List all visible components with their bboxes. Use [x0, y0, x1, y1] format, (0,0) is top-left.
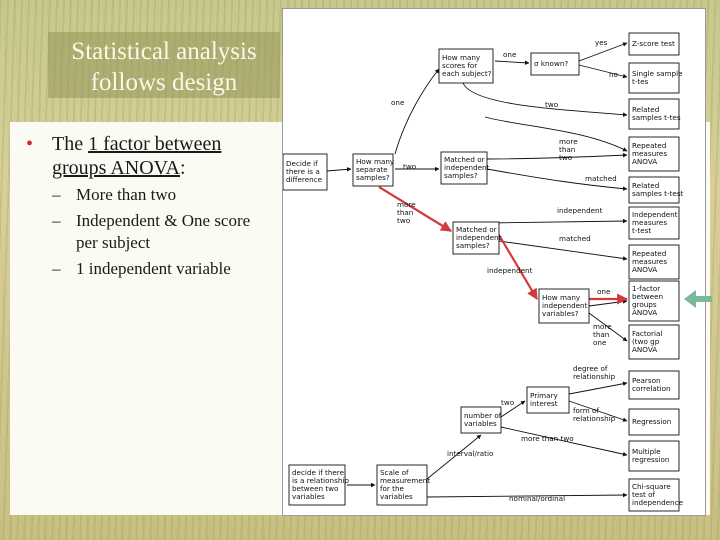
node-text: How many [542, 293, 581, 302]
node-scale-of-measurement [377, 465, 430, 505]
node-related-t-2 [629, 177, 684, 203]
edge-label-more-than-two-a: two [559, 153, 573, 162]
sub-bullet-list [26, 184, 276, 280]
node-text: between [632, 292, 664, 301]
edge-label-two-c: two [501, 398, 515, 407]
dash-icon: – [52, 185, 61, 204]
bullet-underlined: 1 factor between groups ANOVA [52, 133, 222, 179]
edge-label-one-a: one [503, 50, 517, 59]
flow-arrow [463, 83, 627, 115]
node-text: samples? [444, 171, 478, 180]
node-text: test of [632, 490, 656, 499]
flow-arrow [485, 117, 627, 151]
edge-label-more-than-two-c: more than two [521, 434, 574, 443]
node-text: How many [442, 53, 481, 62]
node-text: Repeated [632, 249, 667, 258]
bullet-prefix: The [52, 133, 89, 155]
dash-icon: – [52, 259, 61, 278]
pointer-arrow-icon [684, 290, 714, 308]
edge-label-form: relationship [573, 414, 616, 423]
node-indep-t [629, 207, 679, 239]
node-text: Related [632, 181, 660, 190]
node-one-factor-anova [629, 281, 679, 321]
node-text: samples? [456, 241, 490, 250]
edge-label-degree: relationship [573, 372, 616, 381]
bullet-suffix: : [179, 157, 186, 179]
edge-label-one-b: one [391, 98, 405, 107]
node-text: Matched or [456, 225, 497, 234]
node-text: σ known? [534, 59, 569, 68]
node-chi-square [629, 479, 684, 511]
node-text: there is a [286, 167, 320, 176]
edge-label-more-than-one: one [593, 338, 607, 347]
edge-label-more-than-two-b: than [397, 208, 414, 217]
node-text: samples t-test [632, 189, 684, 198]
node-text: independent [456, 233, 502, 242]
node-single-sample-t [629, 63, 683, 93]
node-how-many-scores [439, 49, 493, 83]
node-text: Related [632, 105, 660, 114]
edge-label-form: form of [573, 406, 599, 415]
node-text: ANOVA [632, 265, 658, 274]
edge-label-matched-b: matched [559, 234, 591, 243]
sub-bullet-text: Independent & One score per subject [76, 211, 251, 252]
node-how-many-ivs [539, 289, 589, 323]
node-matched-or-indep [453, 222, 502, 254]
node-text: number of [464, 411, 502, 420]
flow-arrow [579, 65, 627, 77]
node-text: Repeated [632, 141, 667, 150]
node-text: ANOVA [632, 345, 658, 354]
bullet-list [26, 132, 276, 280]
flow-arrow [395, 69, 439, 154]
edge-label-more-than-one: more [593, 322, 612, 331]
flow-arrow [487, 155, 627, 159]
node-text: variables [292, 492, 325, 501]
node-related-t-1 [629, 99, 681, 129]
node-text: measures [632, 149, 668, 158]
node-decide-relationship [289, 465, 349, 505]
flow-arrow [499, 241, 627, 259]
node-text: Independent [632, 210, 678, 219]
node-decide-difference [283, 154, 327, 190]
node-text: samples t-tes [632, 113, 681, 122]
edge-label-independent-b: independent [487, 266, 533, 275]
edge-label-no: no [609, 70, 618, 79]
node-text: ANOVA [632, 157, 658, 166]
flow-arrow [487, 221, 627, 223]
slide-title: Statistical analysis follows design [71, 38, 257, 96]
edge-label-more-than-one: than [593, 330, 610, 339]
edge-label-more-than-two-a: than [559, 145, 576, 154]
decision-tree-diagram [282, 8, 706, 516]
highlight-path-arrow [379, 187, 451, 231]
node-text: t-test [632, 226, 652, 235]
node-text: measurement [380, 476, 431, 485]
node-how-many-samples [353, 154, 395, 186]
sub-bullet-text: More than two [76, 185, 177, 204]
node-text: variables [380, 492, 413, 501]
node-text: Matched or [444, 155, 485, 164]
node-primary-interest [527, 387, 569, 413]
bullet-dot-icon: • [26, 133, 34, 155]
node-text: difference [286, 175, 323, 184]
node-number-of-variables [461, 407, 502, 433]
node-text: Decide if [286, 159, 318, 168]
decision-tree-svg [283, 9, 705, 515]
dash-icon: – [52, 211, 61, 230]
node-text: decide if there [292, 468, 345, 477]
node-text: variables? [542, 309, 579, 318]
edge-label-more-than-two-b: two [397, 216, 411, 225]
node-sigma-known [531, 53, 579, 75]
flow-arrow [327, 169, 351, 171]
node-indep-or-matched [441, 152, 490, 184]
node-text: Regression [632, 417, 672, 426]
node-text: scores for [442, 61, 478, 70]
node-text: Factorial [632, 329, 663, 338]
node-text: Multiple [632, 447, 661, 456]
node-text: variables [464, 419, 497, 428]
node-z-test [629, 33, 679, 55]
node-text: regression [632, 455, 670, 464]
edge-label-two-b: two [403, 162, 417, 171]
edge-label-degree: degree of [573, 364, 608, 373]
sub-bullet [52, 184, 276, 206]
edge-label-one-c: one [597, 287, 611, 296]
node-text: for the [380, 484, 404, 493]
node-repeated-anova-2 [629, 245, 679, 279]
edge-label-independent-a: independent [557, 206, 603, 215]
node-text: Primary [530, 391, 558, 400]
node-text: independent [444, 163, 490, 172]
flow-arrow [589, 301, 627, 306]
sub-bullet [52, 258, 276, 280]
node-text: (two gp [632, 337, 660, 346]
node-text: each subject? [442, 69, 492, 78]
node-text: independence [632, 498, 683, 507]
edge-label-matched-a: matched [585, 174, 617, 183]
node-text: How many [356, 157, 395, 166]
node-text: measures [632, 257, 668, 266]
node-text: independent [542, 301, 588, 310]
node-text: is a relationship [292, 476, 349, 485]
node-multiple-regression [629, 441, 679, 471]
node-text: interest [530, 399, 558, 408]
node-text: 1-factor [632, 284, 661, 293]
node-text: samples? [356, 173, 390, 182]
edge-label-more-than-two-a: more [559, 137, 578, 146]
node-regression [629, 409, 679, 435]
node-text: Z-score test [632, 39, 675, 48]
edge-label-two-a: two [545, 100, 559, 109]
node-text: groups [632, 300, 657, 309]
node-text: Scale of [380, 468, 409, 477]
sub-bullet [52, 210, 276, 254]
node-text: ANOVA [632, 308, 658, 317]
node-text: between two [292, 484, 339, 493]
node-text: Chi-square [632, 482, 671, 491]
edge-label-more-than-two-b: more [397, 200, 416, 209]
node-text: Pearson [632, 376, 661, 385]
sub-bullet-text: 1 independent variable [76, 259, 231, 278]
node-text: separate [356, 165, 388, 174]
flow-arrow [569, 383, 627, 394]
edge-label-yes: yes [595, 38, 608, 47]
node-text: Single sample [632, 69, 683, 78]
edge-label-interval-ratio: interval/ratio [447, 449, 494, 458]
node-factorial-anova [629, 325, 679, 359]
flow-arrow [495, 61, 529, 63]
node-text: t-tes [632, 77, 649, 86]
edge-label-nominal-ordinal: nominal/ordinal [509, 494, 566, 503]
node-text: measures [632, 218, 668, 227]
node-text: correlation [632, 384, 671, 393]
node-pearson [629, 371, 679, 399]
node-repeated-anova-1 [629, 137, 679, 171]
main-bullet [26, 132, 276, 180]
